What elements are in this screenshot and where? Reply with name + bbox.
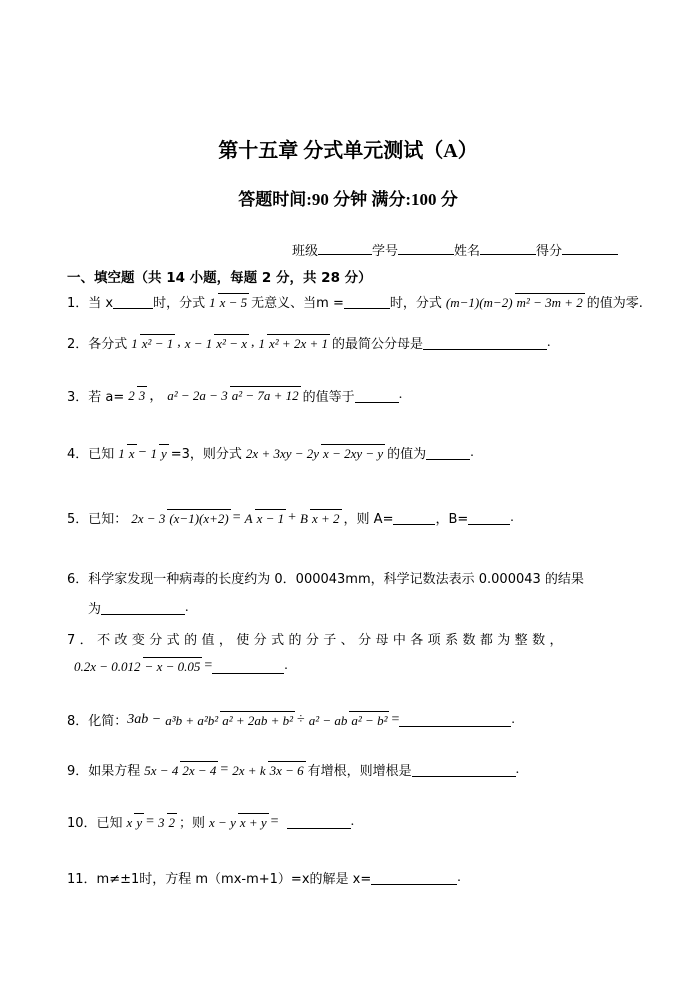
q10-text: ；则 — [179, 816, 206, 831]
q2-blank[interactable] — [423, 335, 547, 350]
q5-plus: + — [288, 509, 297, 525]
q5-number: 5．已知： — [67, 512, 128, 527]
denominator: 3x − 6 — [269, 762, 304, 778]
q1-blank-2[interactable] — [344, 294, 390, 309]
numerator: a³b + a²b² — [165, 712, 219, 728]
denominator: x² − x — [216, 335, 247, 351]
denominator: x² − 1 — [141, 335, 174, 351]
numerator: 1 — [131, 335, 138, 351]
denominator: − x − 0.05 — [144, 659, 201, 674]
q9-fraction-2 — [230, 761, 305, 779]
q8-end: . — [511, 711, 515, 727]
q5-fraction-3 — [298, 509, 342, 527]
question-11 — [67, 868, 461, 887]
q8-blank[interactable] — [399, 712, 511, 727]
q11-end: . — [457, 869, 461, 885]
denominator: m² − 3m + 2 — [516, 294, 583, 310]
q4-fraction-3 — [244, 444, 385, 462]
q11-text: 11．m≠±1时，方程 m（mx-m+1）=x的解是 x= — [67, 872, 372, 887]
numerator: 1 — [150, 445, 157, 461]
q10-eq: = — [146, 813, 155, 829]
question-1 — [67, 292, 643, 311]
q10-eq: = — [270, 813, 279, 829]
q2-fraction-3 — [257, 334, 330, 352]
q10-blank[interactable] — [287, 814, 351, 829]
q8-eq: = — [391, 711, 400, 727]
q7-blank[interactable] — [212, 659, 284, 674]
q3-fraction-2 — [165, 386, 300, 404]
q1-fraction-1 — [207, 293, 249, 311]
question-3 — [67, 385, 402, 405]
q5-text: ，则 A= — [343, 512, 394, 527]
id-blank[interactable] — [398, 243, 454, 255]
q1-text: 时，分式 — [389, 296, 442, 311]
q2-text: 的最简公分母是 — [331, 337, 423, 352]
question-10 — [67, 812, 354, 831]
q5-eq: = — [232, 509, 241, 525]
name-label: 姓名 — [454, 244, 481, 259]
question-6-line-2 — [88, 598, 189, 617]
q9-eq: = — [220, 761, 229, 777]
denominator: x − 2xy − y — [323, 445, 384, 461]
q4-minus: − — [138, 444, 147, 460]
question-7-line-1: 7．不改变分式的值，使分式的分子、分母中各项系数都为整数， — [67, 633, 567, 648]
q6-text: 为 — [88, 602, 102, 617]
q3-blank[interactable] — [355, 388, 399, 403]
numerator: 0.2x − 0.012 — [74, 659, 141, 674]
q6-blank[interactable] — [101, 600, 185, 615]
q2-number: 2．各分式 — [67, 337, 128, 352]
numerator: 5x − 4 — [144, 762, 179, 778]
numerator: (m−1)(m−2) — [445, 294, 513, 310]
denominator: x + 2 — [312, 510, 340, 526]
denominator: y — [160, 445, 167, 461]
denominator: x — [128, 445, 135, 461]
denominator: a² − 7a + 12 — [231, 388, 299, 403]
q7-eq: = — [204, 658, 213, 673]
numerator: 2x − 3 — [131, 510, 166, 526]
numerator: a² − 2a − 3 — [167, 388, 228, 403]
q5-fraction-1 — [129, 509, 230, 527]
denominator: (x−1)(x+2) — [169, 510, 229, 526]
q1-blank-1[interactable] — [113, 294, 153, 309]
denominator: 2x − 4 — [182, 762, 217, 778]
q2-fraction-1 — [129, 334, 175, 352]
q1-text: 的值为零. — [586, 296, 643, 311]
q8-number: 8．化简： — [67, 714, 128, 729]
q4-end: . — [470, 444, 474, 460]
q9-number: 9．如果方程 — [67, 764, 141, 779]
denominator: x − 1 — [256, 510, 285, 526]
question-9 — [67, 760, 519, 779]
q3-number: 3．若 a= — [67, 389, 125, 405]
name-blank[interactable] — [480, 243, 536, 255]
q4-text: =3，则分式 — [170, 447, 242, 462]
q5-fraction-2 — [243, 509, 287, 527]
exam-subtitle: 答题时间:90 分钟 满分:100 分 — [238, 190, 458, 209]
numerator: 1 — [258, 335, 265, 351]
q2-end: . — [547, 334, 551, 350]
student-info-line — [292, 240, 618, 259]
q9-text: 有增根，则增根是 — [307, 764, 412, 779]
denominator: x + y — [239, 814, 267, 830]
id-label: 学号 — [372, 244, 399, 259]
denominator: x² + 2x + 1 — [269, 335, 328, 351]
denominator: 2 — [168, 814, 176, 830]
q4-number: 4．已知 — [67, 447, 115, 462]
numerator: 1 — [118, 445, 125, 461]
q10-fraction-2 — [156, 813, 177, 831]
page-title: 第十五章 分式单元测试（A） — [218, 140, 478, 162]
q8-term: 3ab − — [127, 711, 162, 727]
numerator: x — [126, 814, 133, 830]
q5-text: ，B= — [435, 512, 469, 527]
q5-end: . — [510, 509, 514, 525]
q1-fraction-2 — [444, 293, 585, 311]
numerator: 2x + k — [232, 762, 266, 778]
q5-blank-b[interactable] — [468, 510, 510, 525]
class-label: 班级 — [292, 244, 319, 259]
numerator: B — [300, 510, 308, 526]
q11-blank[interactable] — [371, 870, 457, 885]
score-label: 得分 — [536, 244, 563, 259]
numerator: 1 — [209, 294, 216, 310]
q9-fraction-1 — [142, 761, 218, 779]
q3-fraction-1 — [126, 386, 147, 404]
denominator: x − 5 — [219, 294, 248, 310]
q3-end: . — [398, 387, 403, 402]
question-7-line-2 — [70, 657, 288, 675]
q10-end: . — [350, 813, 355, 829]
question-5 — [67, 508, 514, 527]
q2-fraction-2 — [183, 334, 249, 352]
score-blank[interactable] — [562, 243, 618, 255]
numerator: 2 — [128, 388, 135, 403]
q10-fraction-3 — [207, 813, 269, 831]
q4-fraction-1 — [116, 444, 136, 462]
q4-text: 的值为 — [387, 447, 427, 462]
denominator: a² + 2ab + b² — [222, 712, 294, 728]
denominator: a² − b² — [351, 712, 388, 728]
q9-end: . — [515, 761, 520, 777]
question-6-line-1: 6．科学家发现一种病毒的长度约为 0．000043mm，科学记数法表示 0.000043 的结果 — [67, 572, 584, 587]
section-heading: 一、填空题（共 14 小题，每题 2 分，共 28 分） — [67, 270, 372, 286]
q10-number: 10．已知 — [67, 816, 123, 831]
q6-end: . — [185, 599, 189, 615]
q8-fraction-1 — [163, 711, 295, 729]
numerator: x − 1 — [184, 335, 213, 351]
numerator: x − y — [209, 814, 236, 830]
q3-text: 的值等于 — [302, 389, 355, 405]
q1-number: 1．当 x — [67, 296, 114, 311]
denominator: y — [136, 814, 143, 830]
q4-blank[interactable] — [426, 445, 470, 460]
question-2: 2．各分式 1 x² − 1 , x − 1 x² − x , 1 x² + 2x + 1 的最简公分母是 . — [67, 334, 551, 352]
q7-end: . — [284, 658, 288, 673]
q4-fraction-2 — [148, 444, 168, 462]
class-blank[interactable] — [318, 243, 372, 255]
q10-fraction-1 — [125, 813, 145, 831]
numerator: A — [244, 510, 253, 526]
q1-text: 无意义、当m = — [251, 296, 344, 311]
question-8 — [67, 710, 515, 729]
numerator: a² − ab — [308, 712, 348, 728]
question-4 — [67, 443, 474, 462]
q5-blank-a[interactable] — [393, 510, 435, 525]
numerator: 3 — [158, 814, 165, 830]
q3-sep: ， — [149, 389, 164, 404]
q9-blank[interactable] — [412, 762, 516, 777]
q7-fraction — [72, 657, 202, 675]
q8-fraction-2 — [307, 711, 390, 729]
q1-text: 时，分式 — [153, 296, 206, 311]
numerator: 2x + 3xy − 2y — [245, 445, 320, 461]
denominator: 3 — [138, 388, 146, 403]
q8-div: ÷ — [297, 711, 305, 727]
